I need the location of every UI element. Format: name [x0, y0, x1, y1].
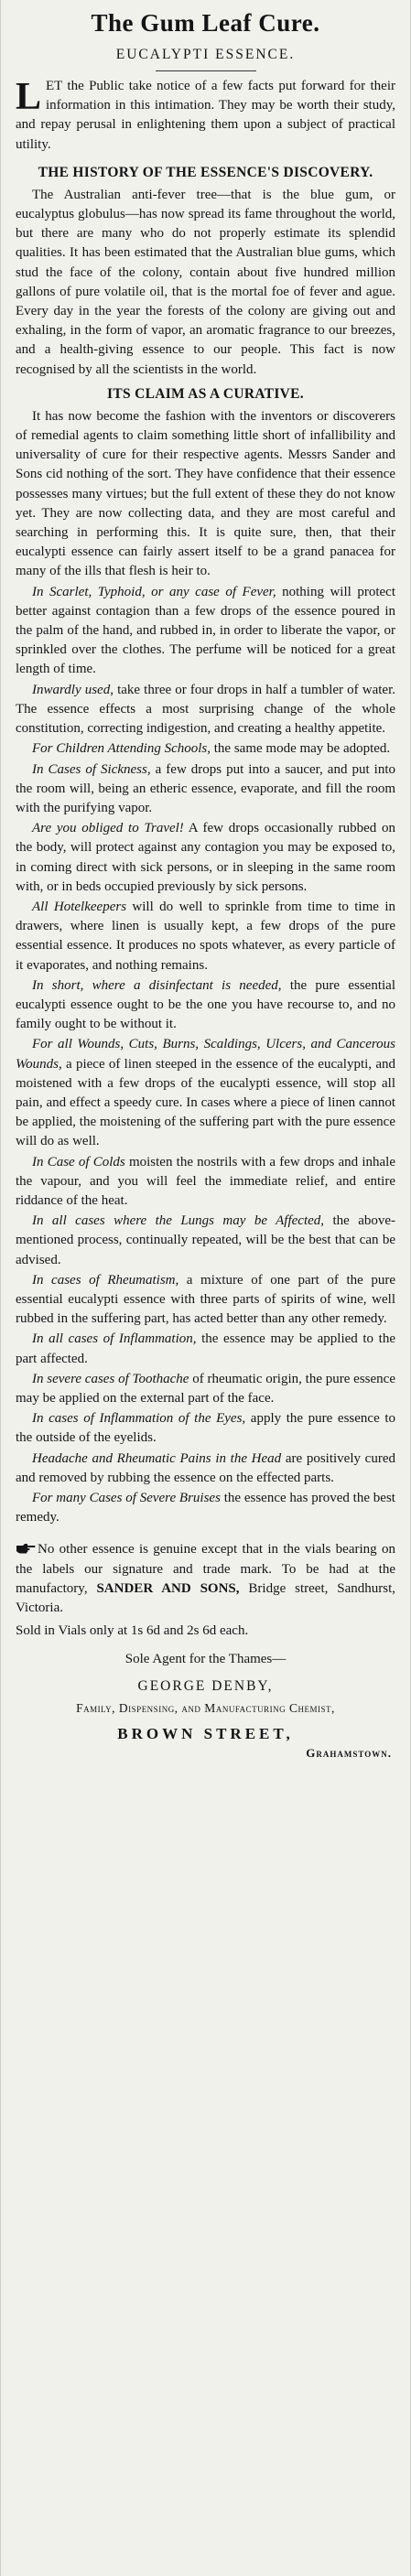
body-paragraph: [16, 1330, 395, 1368]
body-paragraph: [16, 1271, 395, 1330]
paragraph-text: a piece of linen steeped in the essence of the eucalypti, and moistened with a few drops of the eucalypti essence, will stop all pain, and effect a speedy cure. In cases where a piece of linen cannot be applied, the moistening of the suffering part with the pure essence will do as well.: [16, 1056, 395, 1149]
body-paragraph: [16, 1035, 395, 1151]
agent-street: BROWN STREET,: [117, 1725, 294, 1743]
paragraph-lead: For many Cases of Severe Bruises: [32, 1491, 221, 1506]
paragraph-lead: In cases of Inflammation of the Eyes,: [32, 1411, 246, 1427]
paragraph-lead: In all cases of Inflammation,: [32, 1331, 197, 1347]
title-divider: [156, 70, 256, 71]
paragraph-lead: Inwardly used,: [32, 682, 114, 697]
body-paragraph: [16, 739, 395, 759]
body-paragraph: [16, 1489, 395, 1527]
body-paragraph: [16, 1450, 395, 1488]
paragraph-text: nothing will protect better against contagion than a few drops of the essence poured in the palm of the hand, and rubbed in, in order to liberate the vapor, or sprinkled over the clothes. The perfume will be noticed for a great length of time.: [16, 584, 395, 677]
paragraph-lead: In Scarlet, Typhoid, or any case of Fever,: [32, 584, 276, 599]
body-paragraph: [16, 583, 395, 680]
genuine-notice-text: No other essence is genuine except that in the vials bearing on the labels our signature and trade mark.: [16, 1542, 395, 1577]
paragraph-lead: In short, where a disinfectant is needed,: [32, 977, 282, 993]
paragraph-text: the essence may be applied to the part affected.: [16, 1331, 395, 1366]
paragraph-text: the above-mentioned process, continually repeated, will be the best that can be advised.: [16, 1213, 395, 1267]
paragraph-text: A few drops occasionally rubbed on the body, will protect against any contagion you may be exposed to, in coming direct with sick persons, or in sleeping in the same room with, or in beds occupied previously by sick persons.: [16, 821, 396, 894]
paragraph-lead: In Case of Colds: [32, 1154, 125, 1169]
manufacturer-name: SANDER AND SONS,: [96, 1580, 240, 1596]
paragraph-text: apply the pure essence to the outside of the eyelids.: [16, 1411, 395, 1446]
body-paragraph: [16, 681, 395, 739]
paragraph-lead: In severe cases of Toothache: [32, 1371, 189, 1386]
paragraph-lead: For Children Attending Schools,: [32, 741, 211, 757]
body-paragraph: [16, 1153, 395, 1212]
paragraph-text: moisten the nostrils with a few drops and inhale the vapour, and you will feel the immediate relief, and entire riddance of the heat.: [16, 1154, 395, 1208]
paragraph-text: the same mode may be adopted.: [211, 741, 391, 757]
paragraph-lead: In all cases where the Lungs may be Affected,: [32, 1213, 325, 1229]
body-paragraph: [16, 898, 395, 975]
paragraph-lead: Are you obliged to Travel!: [32, 821, 184, 836]
genuine-notice: [16, 1540, 395, 1618]
paragraph-text: of rheumatic origin, the pure essence may be applied on the external part of the face.: [16, 1371, 395, 1406]
section-heading: THE HISTORY OF THE ESSENCE'S DISCOVERY.: [38, 164, 373, 180]
intro-paragraph: [16, 77, 395, 155]
paragraph-lead: Headache and Rheumatic Pains in the Head: [32, 1450, 282, 1466]
body-paragraph: [16, 407, 395, 582]
body-paragraph: [16, 976, 395, 1035]
body-paragraph: [16, 819, 395, 897]
paragraph-lead: For all Wounds, Cuts, Burns, Scaldings, Ulcers, and Cancerous Wounds,: [16, 1037, 395, 1072]
agent-trade: Family, Dispensing, and Manufacturing Chemist,: [76, 1701, 335, 1716]
paragraph-text: are positively cured and removed by rubbing the essence on the effected parts.: [16, 1450, 395, 1485]
paragraph-text: a few drops put into a saucer, and put into the room will, being an etheric essence, evaporate, and fill the room with the purifying vapor.: [16, 761, 395, 815]
price-line: Sold in Vials only at 1s 6d and 2s 6d each.: [16, 1623, 249, 1639]
manufactory-text: To be had at the manufactory,: [16, 1561, 395, 1596]
paragraph-lead: In Cases of Sickness,: [32, 761, 151, 777]
paragraph-text: It has now become the fashion with the inventors or discoverers of remedial agents to claim something little short of infallibility and universality of cure for their respective agents. Messrs Sander and Sons cid nothing of the sort. They have confidence that their essence possesses many virtues; but the full extent of these they do not know yet. They are now collecting data, and they are most careful and searching in performing this. It is quite sure, then, that their eucalypti essence can fairly assert itself to be a grand panacea for many of the ills that flesh is heir to.: [16, 408, 395, 579]
advert-subtitle: EUCALYPTI ESSENCE.: [115, 47, 296, 62]
section-heading: ITS CLAIM AS A CURATIVE.: [107, 385, 304, 402]
body-paragraph: [16, 1212, 395, 1270]
manufacturer-address: Bridge street, Sandhurst, Victoria.: [16, 1580, 396, 1616]
intro-dropcap: L: [16, 76, 42, 118]
pointing-hand-icon: [16, 1543, 36, 1554]
paragraph-text: take three or four drops in half a tumbler of water. The essence effects a most surprising change of the whole constitution, correcting indigestion, and creating a healthy appetite.: [16, 682, 395, 737]
article-sections: [16, 164, 395, 1528]
intro-text: ET the Public take notice of a few facts put forward for their information in this intimation. They may be worth their study, and repay perusal in enlightening them upon a subject of practical utility.: [16, 79, 395, 152]
advert-title: The Gum Leaf Cure.: [91, 9, 320, 37]
paragraph-text: the pure essential eucalypti essence ought to be the one you have recourse to, and no family ought to be without it.: [16, 977, 395, 1032]
body-paragraph: [16, 1409, 395, 1448]
body-paragraph: [16, 760, 395, 819]
body-paragraph: [16, 1370, 395, 1408]
paragraph-text: the essence has proved the best remedy.: [16, 1491, 395, 1525]
paragraph-lead: In cases of Rheumatism,: [32, 1272, 179, 1288]
agent-name: GEORGE DENBY,: [137, 1678, 274, 1695]
paragraph-text: will do well to sprinkle from time to time in drawers, where linen is usually kept, a few drops of the pure essential essence. It produces no spots whatever, as every particle of it evaporates, and nothing remains.: [16, 899, 395, 973]
paragraph-text: The Australian anti-fever tree—that is the blue gum, or eucalyptus globulus—has now spread its fame throughout the world, but there are many who do not properly estimate its splendid qualities. It has been estimated that the Australian blue gums, which stud the face of the colony, contain about five hundred million gallons of pure volatile oil, that is the mortal foe of fever and ague. Every day in the year the forests of the colony are giving out and exhaling, in the form of vapor, an aromatic fragrance to our breezes, and a health-giving essence to our people. This fact is now recognised by all the scientists in the world.: [16, 187, 395, 377]
paragraph-text: a mixture of one part of the pure essential eucalypti essence with three parts of spirits of wine, well rubbed in the suffering part, has acted better than any other remedy.: [16, 1272, 395, 1327]
paragraph-lead: All Hotelkeepers: [32, 899, 127, 914]
agent-label: Sole Agent for the Thames—: [124, 1652, 287, 1667]
agent-town: Grahamstown.: [306, 1746, 392, 1761]
body-paragraph: [16, 186, 395, 380]
